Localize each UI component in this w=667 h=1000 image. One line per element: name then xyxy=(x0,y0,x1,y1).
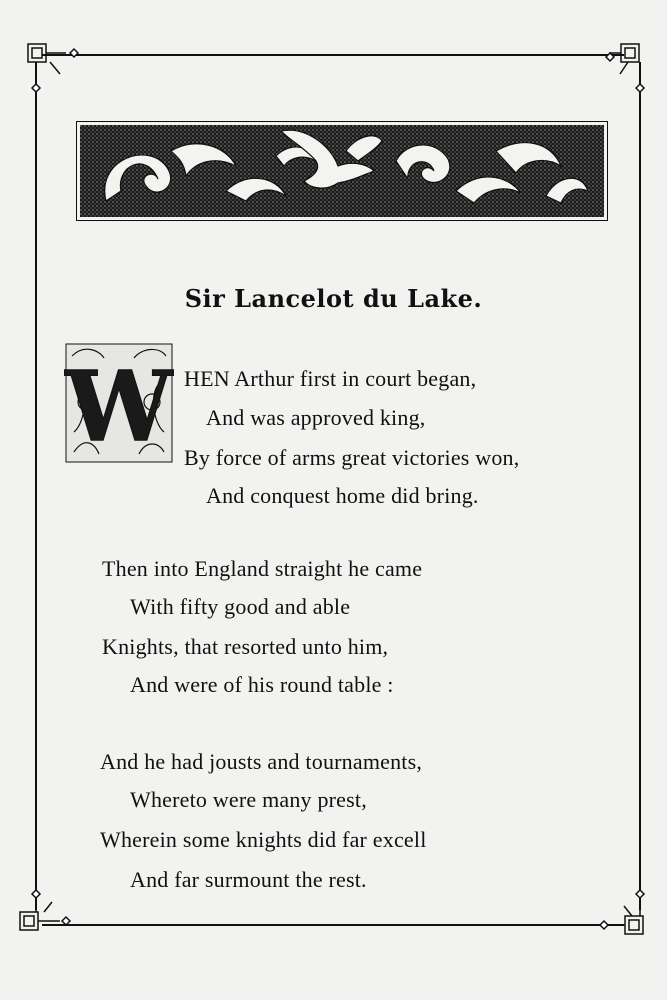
poem-line: Knights, that resorted unto him, xyxy=(102,634,389,659)
poem-title: Sir Lancelot du Lake. xyxy=(184,284,483,313)
poem-line: And was approved king, xyxy=(206,405,426,430)
corner-ornament-top-left xyxy=(28,44,78,92)
poem-line: And were of his round table : xyxy=(130,672,394,697)
poem-line: And far surmount the rest. xyxy=(130,867,367,892)
poem-line: And conquest home did bring. xyxy=(206,483,479,508)
poem-line: Then into England straight he came xyxy=(102,556,423,581)
corner-ornament-bottom-right xyxy=(600,890,644,934)
poem-line: Whereto were many prest, xyxy=(130,787,367,812)
poem-line: Wherein some knights did far excell xyxy=(100,827,427,852)
poem-line: HEN Arthur first in court began, xyxy=(184,366,477,391)
dropcap-letter: W xyxy=(65,350,173,463)
decorative-banner-bird-and-scrolls xyxy=(76,121,608,221)
poem-line: With fifty good and able xyxy=(130,594,351,619)
illuminated-dropcap-w xyxy=(64,342,174,464)
poem-line: And he had jousts and tournaments, xyxy=(100,749,423,774)
corner-ornament-top-right xyxy=(606,44,644,92)
poem-line: By force of arms great victories won, xyxy=(184,445,520,470)
